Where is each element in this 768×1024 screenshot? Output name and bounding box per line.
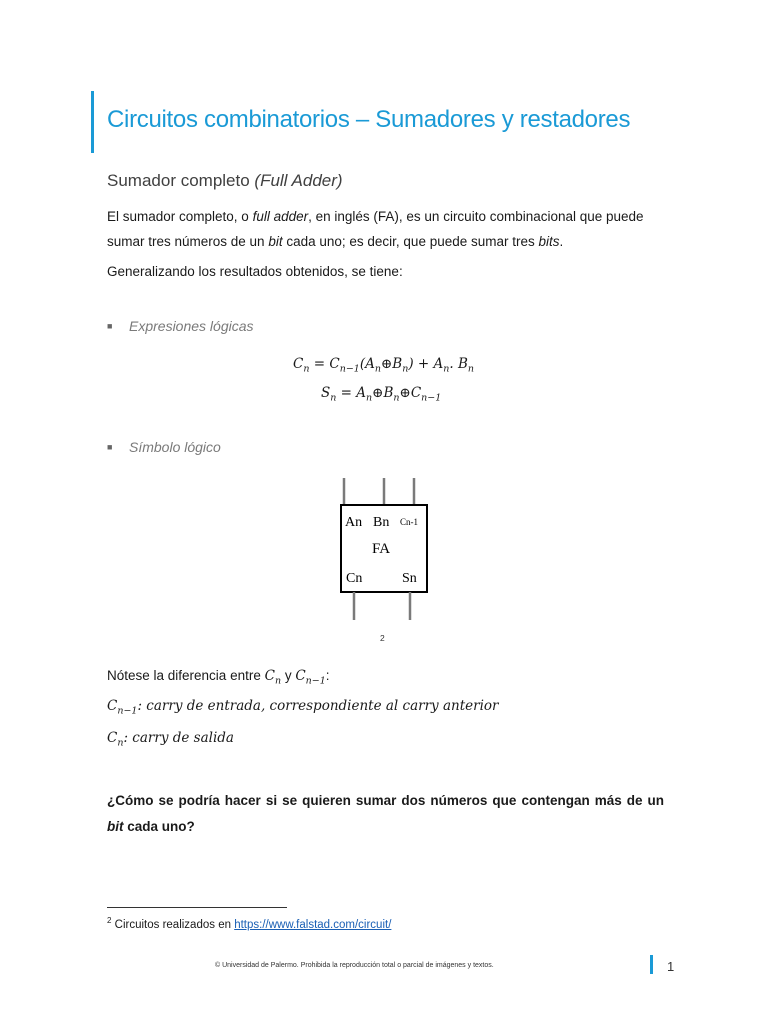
note-carry-out-text: : carry de salida (123, 730, 234, 746)
full-adder-diagram (336, 478, 436, 623)
symbol-cn: $C_n$ (264, 668, 282, 687)
footnote-divider (107, 907, 287, 908)
bullet-simbolo-label: Símbolo lógico (129, 439, 221, 455)
question-term-bit: bit (107, 819, 124, 834)
equation-sum-text: $S_n$ = $A_n\oplus B_n\oplus C_{n-1}$ (321, 385, 442, 404)
footer-copyright: © Universidad de Palermo. Prohibida la reproducción total o parcial de imágenes y textos. (215, 962, 494, 969)
bullet-square-icon: ■ (107, 442, 113, 452)
section-title-italic: (Full Adder) (254, 171, 343, 190)
generalizing-paragraph: Generalizando los resultados obtenidos, se tiene: (107, 264, 403, 279)
note-carry-out: $C_n$: carry de salida (107, 730, 234, 749)
page-title: Circuitos combinatorios – Sumadores y restadores (107, 106, 631, 133)
intro-text-4: . (559, 234, 564, 249)
note-difference-and: y (281, 668, 296, 683)
fa-label-an: An (345, 515, 363, 530)
question-text-1: ¿Cómo se podría hacer si se quieren sumar dos números que contengan más de un (107, 793, 664, 808)
intro-paragraph (107, 204, 667, 254)
fa-label-cin: Cn-1 (400, 517, 418, 527)
fa-label-bn: Bn (373, 515, 390, 530)
equation-carry (293, 356, 474, 375)
footnote (107, 916, 391, 931)
footnote-link[interactable]: https://www.falstad.com/circuit/ (234, 918, 392, 931)
equation-sum (321, 385, 441, 404)
bullet-expresiones-label: Expresiones lógicas (129, 318, 254, 334)
question-paragraph (107, 788, 664, 840)
intro-term-bits: bits (538, 234, 560, 249)
section-title (107, 171, 343, 191)
title-accent-bar (91, 91, 94, 153)
intro-term-full-adder: full adder (252, 209, 309, 224)
figure-footnote-ref: 2 (380, 633, 385, 643)
intro-text-1: El sumador completo, o (107, 209, 253, 224)
note-carry-in-text: : carry de entrada, correspondiente al carry anterior (137, 698, 499, 714)
fa-label-center: FA (372, 541, 391, 557)
page-number-accent-bar (650, 955, 653, 974)
section-title-plain: Sumador completo (107, 171, 255, 190)
footnote-text: Circuitos realizados en (111, 918, 235, 931)
intro-text-2: , en inglés (FA), es un circuito combinacional que puede sumar tres números de un (107, 209, 644, 249)
fa-label-cn: Cn (346, 571, 363, 586)
bullet-simbolo (107, 439, 221, 455)
symbol-cn-1: $C_{n-1}$ (295, 668, 326, 687)
page-number: 1 (667, 959, 675, 974)
note-carry-in: $C_{n-1}$: carry de entrada, correspondiente al carry anterior (107, 698, 499, 717)
bullet-square-icon: ■ (107, 321, 113, 331)
footnote-number: 2 (107, 916, 112, 925)
question-text-2: cada uno? (123, 819, 195, 834)
bullet-expresiones (107, 318, 254, 334)
note-difference (107, 668, 330, 687)
full-adder-symbol (336, 478, 436, 623)
intro-text-3: cada uno; es decir, que puede sumar tres (282, 234, 539, 249)
note-difference-colon: : (325, 668, 330, 683)
intro-term-bit: bit (268, 234, 283, 249)
fa-label-sn: Sn (402, 571, 417, 586)
note-difference-text: Nótese la diferencia entre (107, 668, 265, 683)
equation-carry-text: $C_n$ = $C_{n-1}(A_n\oplus B_n) + A_n$. $B_n$ (293, 356, 475, 375)
